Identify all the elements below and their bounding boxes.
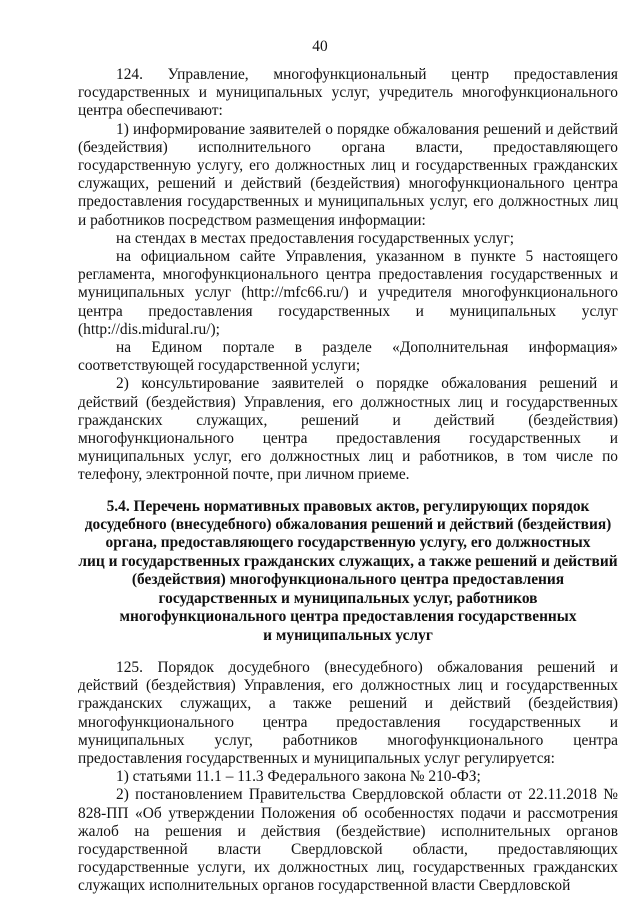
paragraph-124-intro: 124. Управление, многофункциональный центр предоставления государственных и муниципальных услуг, учредитель многофункционального центра обеспечивают: bbox=[78, 66, 618, 120]
section-heading-line: (бездействия) многофункционального центра предоставления bbox=[131, 571, 565, 589]
page-number: 40 bbox=[312, 38, 328, 55]
section-heading-line: досудебного (внесудебного) обжалования решений и действий (бездействия) bbox=[84, 516, 612, 534]
section-heading-line: органа, предоставляющего государственную услугу, его должностных bbox=[105, 534, 591, 552]
paragraph-124-sub-3: на Едином портале в разделе «Дополнительная информация» соответствующей государственной услуги; bbox=[78, 339, 618, 375]
section-heading-line: и муниципальных услуг bbox=[263, 626, 433, 644]
paragraph-125-item-1: 1) статьями 11.1 – 11.3 Федерального закона № 210-ФЗ; bbox=[116, 768, 481, 786]
paragraph-125-item-2: 2) постановлением Правительства Свердловской области от 22.11.2018 № 828-ПП «Об утверждении Положения об особенностях подачи и рассмотрения жалоб на решения и действия (бездействие) исполнительных органов государственной власти Свердловской области, предоставляющих государственные услуги, их должностных лиц, государственных гражданских служащих исполнительных органов государственной власти Свердловской bbox=[78, 786, 618, 895]
section-heading bbox=[78, 498, 618, 645]
document-body bbox=[78, 66, 618, 896]
section-heading-line: государственных и муниципальных услуг, работников bbox=[158, 589, 538, 607]
paragraph-124-item-2: 2) консультирование заявителей о порядке обжалования решений и действий (бездействия) Управления, его должностных лиц и государственных гражданских служащих, решений и действий (бездействия) многофункционального центра предоставления государственных и муниципальных услуг, его должностных лиц и работников, в том числе по телефону, электронной почте, при личном приеме. bbox=[78, 375, 618, 484]
paragraph-124-sub-2: на официальном сайте Управления, указанном в пункте 5 настоящего регламента, многофункционального центра предоставления государственных и муниципальных услуг (http://mfc66.ru/) и учредителя многофункционального центра предоставления государственных и муниципальных услуг (http://dis.midural.ru/); bbox=[78, 248, 618, 338]
section-heading-line: лиц и государственных гражданских служащих, а также решений и действий bbox=[78, 552, 618, 570]
paragraph-124-item-1: 1) информирование заявителей о порядке обжалования решений и действий (бездействия) исполнительного органа власти, предоставляющего государственную услугу, его должностных лиц и государственных гражданских служащих, решений и действий (бездействия) многофункционального центра предоставления государственных и муниципальных услуг, его должностных лиц и работников посредством размещения информации: bbox=[78, 120, 618, 229]
section-heading-line: 5.4. Перечень нормативных правовых актов, регулирующих порядок bbox=[106, 497, 590, 515]
paragraph-124-sub-1: на стендах в местах предоставления государственных услуг; bbox=[116, 229, 515, 247]
section-heading-line: многофункционального центра предоставления государственных bbox=[119, 608, 577, 626]
paragraph-125-intro: 125. Порядок досудебного (внесудебного) обжалования решений и действий (бездействия) Управления, его должностных лиц и государственных гражданских служащих, а также решений и действий (бездействия) многофункционального центра предоставления государственных и муниципальных услуг, работников многофункционального центра предоставления государственных и муниципальных услуг регулируется: bbox=[78, 658, 618, 767]
